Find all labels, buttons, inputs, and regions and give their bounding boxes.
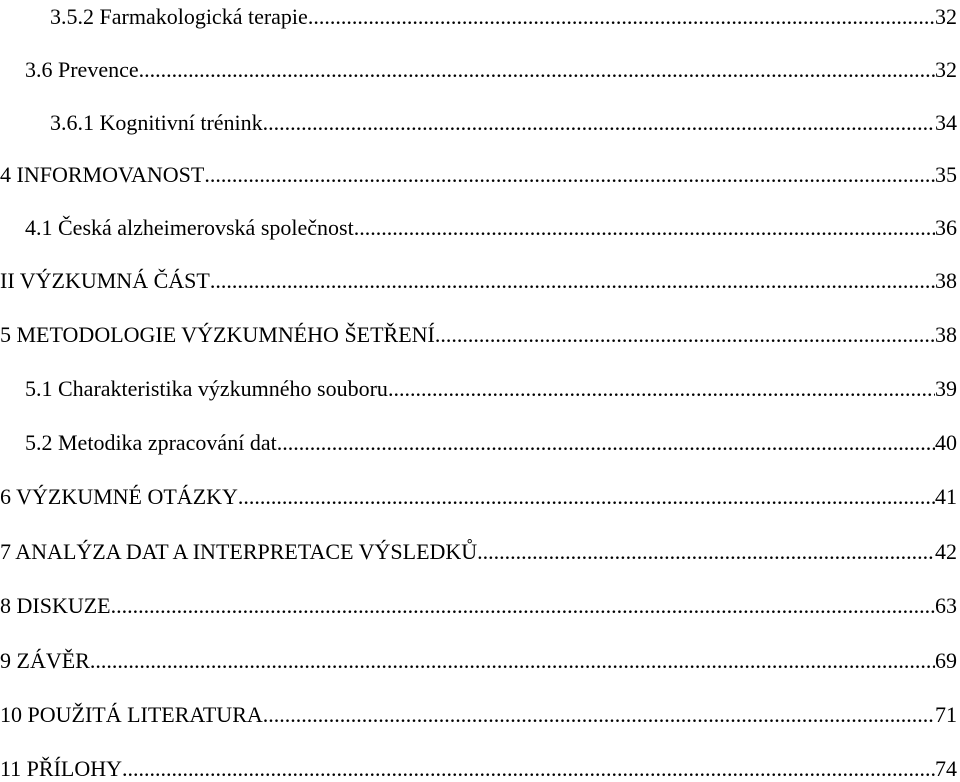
toc-entry[interactable] bbox=[25, 426, 957, 456]
toc-entry-page: 63 bbox=[935, 593, 957, 618]
toc-entry-title: 4.1 Česká alzheimerovská společnost bbox=[25, 215, 354, 240]
toc-entry-page: 69 bbox=[935, 648, 957, 673]
toc-entry[interactable] bbox=[0, 318, 957, 348]
toc-entry[interactable] bbox=[25, 211, 957, 241]
toc-entry-page: 38 bbox=[935, 322, 957, 347]
toc-entry-page: 34 bbox=[935, 110, 957, 135]
toc-dot-leader bbox=[204, 163, 935, 188]
toc-entry-page: 32 bbox=[935, 57, 957, 82]
toc-dot-leader bbox=[90, 649, 935, 674]
toc-entry-page: 39 bbox=[935, 376, 957, 401]
toc-entry-page: 42 bbox=[935, 539, 957, 564]
toc-entry-title: 3.5.2 Farmakologická terapie bbox=[50, 4, 308, 29]
toc-entry-title: 11 PŘÍLOHY bbox=[0, 756, 123, 781]
toc-entry[interactable] bbox=[50, 106, 957, 136]
toc-dot-leader bbox=[435, 323, 935, 348]
toc-entry-title: 5.1 Charakteristika výzkumného souboru bbox=[25, 376, 388, 401]
toc-dot-leader bbox=[308, 5, 935, 30]
toc-entry[interactable] bbox=[0, 158, 957, 188]
toc-entry-title: 3.6.1 Kognitivní trénink bbox=[50, 110, 263, 135]
toc-entry[interactable] bbox=[50, 0, 957, 30]
toc-entry-page: 36 bbox=[935, 215, 957, 240]
toc-dot-leader bbox=[238, 485, 935, 510]
toc-entry-page: 32 bbox=[935, 4, 957, 29]
toc-entry[interactable] bbox=[0, 698, 957, 728]
toc-dot-leader bbox=[263, 111, 935, 136]
toc-entry-title: 10 POUŽITÁ LITERATURA bbox=[0, 702, 263, 727]
toc-entry[interactable] bbox=[25, 372, 957, 402]
toc-dot-leader bbox=[139, 58, 935, 83]
toc-entry-title: 7 ANALÝZA DAT A INTERPRETACE VÝSLEDKŮ bbox=[0, 539, 478, 564]
toc-dot-leader bbox=[277, 431, 935, 456]
toc-entry-page: 74 bbox=[935, 756, 957, 781]
toc-entry-page: 71 bbox=[935, 702, 957, 727]
toc-entry-page: 40 bbox=[935, 430, 957, 455]
toc-entry-title: II VÝZKUMNÁ ČÁST bbox=[0, 268, 210, 293]
toc-entry-title: 4 INFORMOVANOST bbox=[0, 162, 205, 187]
toc-dot-leader bbox=[111, 594, 935, 619]
toc-entry-page: 35 bbox=[935, 162, 957, 187]
toc-entry[interactable] bbox=[0, 644, 957, 674]
toc-entry[interactable] bbox=[0, 589, 957, 619]
toc-entry-title: 5 METODOLOGIE VÝZKUMNÉHO ŠETŘENÍ bbox=[0, 322, 435, 347]
toc-entry-page: 38 bbox=[935, 268, 957, 293]
toc-dot-leader bbox=[122, 757, 935, 782]
toc-entry[interactable] bbox=[0, 752, 957, 782]
toc-entry-page: 41 bbox=[935, 484, 957, 509]
toc-dot-leader bbox=[210, 269, 935, 294]
toc-entry[interactable] bbox=[0, 264, 957, 294]
toc-entry-title: 6 VÝZKUMNÉ OTÁZKY bbox=[0, 484, 238, 509]
toc-dot-leader bbox=[388, 377, 935, 402]
toc-entry[interactable] bbox=[0, 535, 957, 565]
toc-entry-title: 8 DISKUZE bbox=[0, 593, 111, 618]
toc-entry-title: 3.6 Prevence bbox=[25, 57, 139, 82]
toc-dot-leader bbox=[354, 216, 935, 241]
toc-entry-title: 9 ZÁVĚR bbox=[0, 648, 90, 673]
toc-entry[interactable] bbox=[25, 53, 957, 83]
toc-dot-leader bbox=[477, 540, 935, 565]
toc-dot-leader bbox=[263, 703, 935, 728]
toc-entry[interactable] bbox=[0, 480, 957, 510]
toc-entry-title: 5.2 Metodika zpracování dat bbox=[25, 430, 277, 455]
